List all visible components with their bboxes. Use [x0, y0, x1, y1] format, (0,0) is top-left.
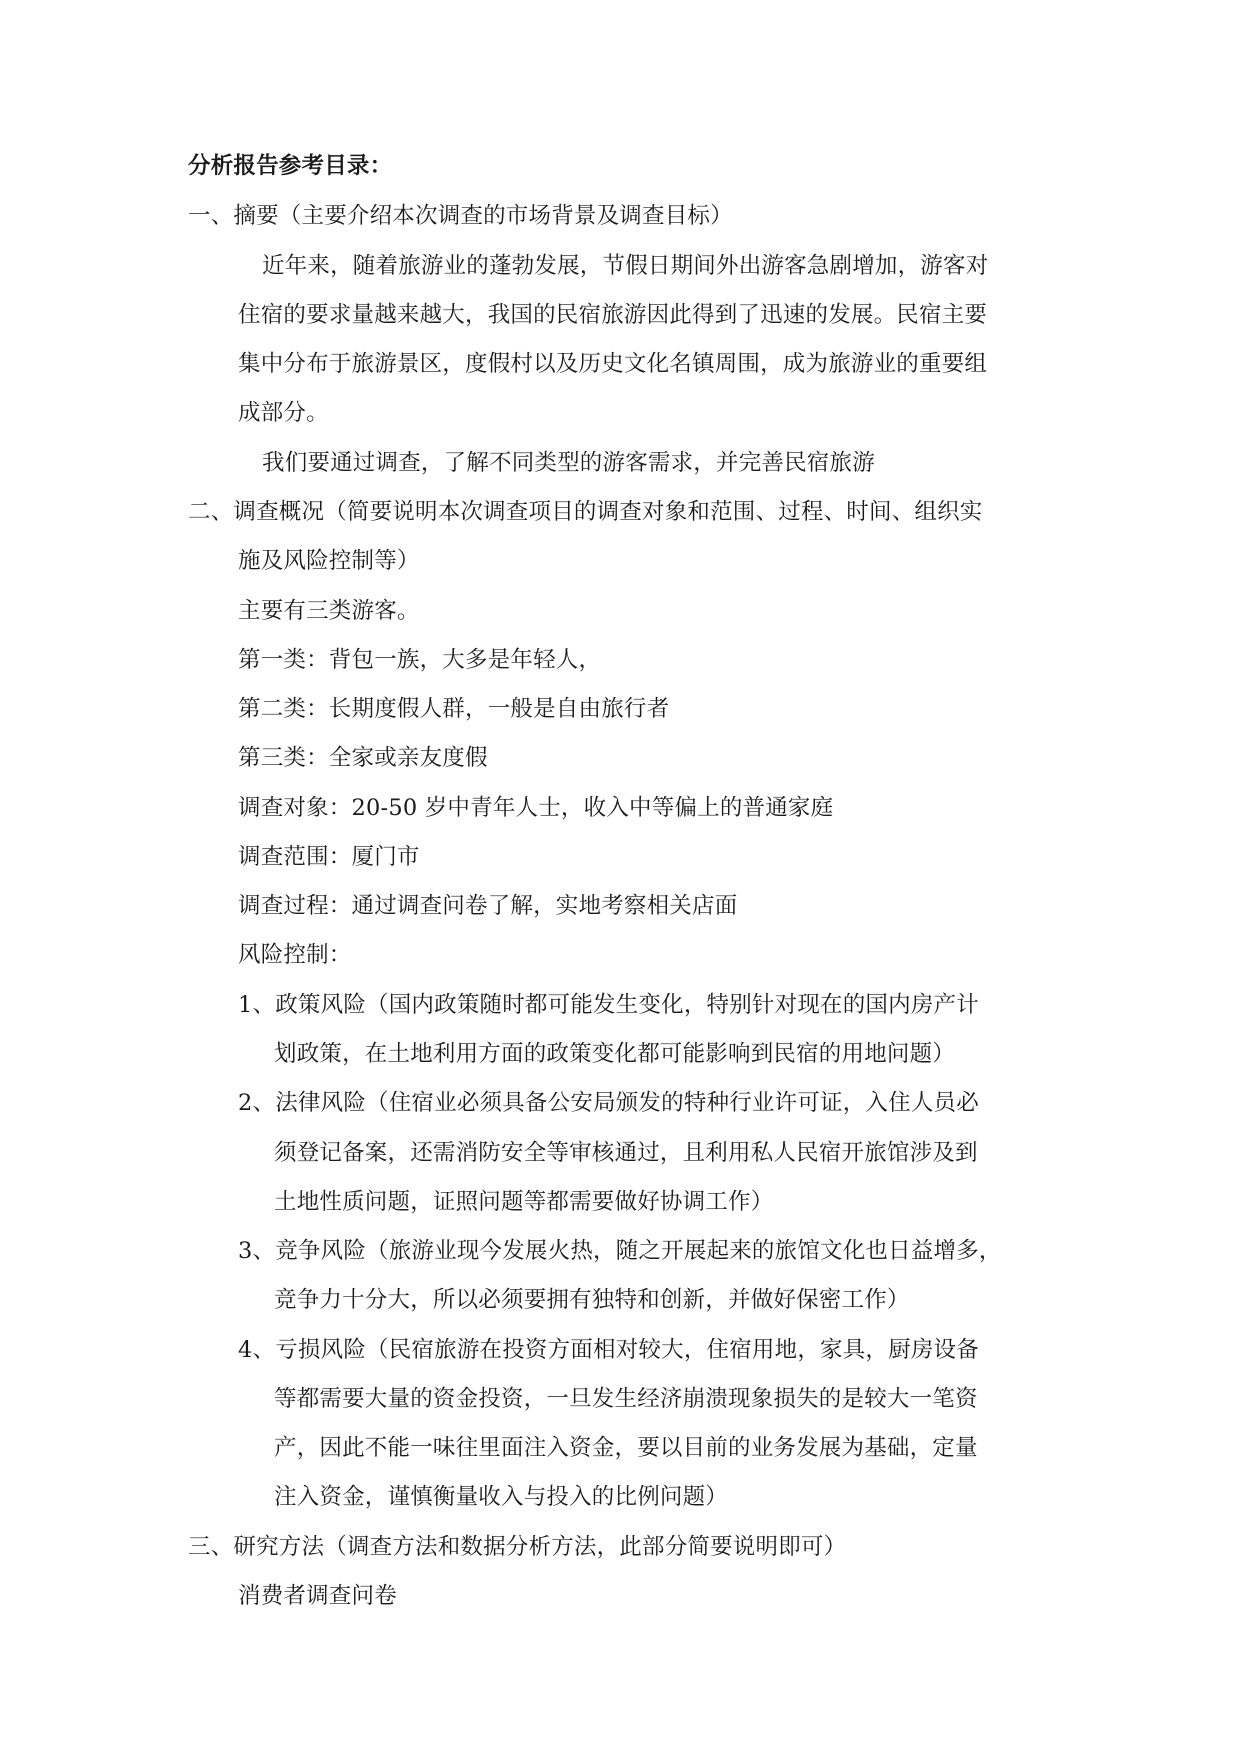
section-3-item: 消费者调查问卷 [238, 1583, 397, 1609]
section-2-item: 第二类：长期度假人群，一般是自由旅行者 [238, 696, 670, 722]
risk-item-line: 竞争力十分大，所以必须要拥有独特和创新，并做好保密工作） [274, 1287, 910, 1313]
risk-item-line: 2、法律风险（住宿业必须具备公安局颁发的特种行业许可证，入住人员必 [238, 1090, 979, 1116]
section-3-title: 三、研究方法（调查方法和数据分析方法，此部分简要说明即可） [188, 1534, 847, 1560]
risk-item-line: 土地性质问题，证照问题等都需要做好协调工作） [274, 1189, 774, 1215]
section-1-paragraph-line: 成部分。 [238, 400, 329, 426]
risk-item-line: 1、政策风险（国内政策随时都可能发生变化，特别针对现在的国内房产计 [238, 992, 979, 1018]
section-2-item: 主要有三类游客。 [238, 598, 420, 624]
section-1-paragraph-line: 近年来，随着旅游业的蓬勃发展，节假日期间外出游客急剧增加，游客对 [262, 253, 989, 279]
section-1-paragraph-line: 住宿的要求量越来越大，我国的民宿旅游因此得到了迅速的发展。民宿主要 [238, 302, 988, 328]
section-2-item: 调查范围：厦门市 [238, 844, 420, 870]
section-2-item: 调查对象：20-50 岁中青年人士，收入中等偏上的普通家庭 [238, 795, 834, 821]
section-2-title: 施及风险控制等） [238, 548, 420, 574]
risk-item-line: 产，因此不能一味往里面注入资金，要以目前的业务发展为基础，定量 [274, 1435, 978, 1461]
section-1-paragraph-2: 我们要通过调查，了解不同类型的游客需求，并完善民宿旅游 [262, 450, 875, 476]
section-1-paragraph-line: 集中分布于旅游景区，度假村以及历史文化名镇周围，成为旅游业的重要组 [238, 351, 988, 377]
section-2-item: 第一类：背包一族，大多是年轻人， [238, 647, 602, 673]
document-heading: 分析报告参考目录： [188, 153, 393, 179]
risk-item-line: 划政策，在土地利用方面的政策变化都可能影响到民宿的用地问题） [274, 1041, 956, 1067]
risk-item-line: 注入资金，谨慎衡量收入与投入的比例问题） [274, 1484, 729, 1510]
risk-item-line: 3、竞争风险（旅游业现今发展火热，随之开展起来的旅馆文化也日益增多， [238, 1238, 1002, 1264]
section-2-item: 风险控制： [238, 942, 352, 968]
section-2-title: 二、调查概况（简要说明本次调查项目的调查对象和范围、过程、时间、组织实 [188, 499, 983, 525]
risk-item-line: 等都需要大量的资金投资，一旦发生经济崩溃现象损失的是较大一笔资 [274, 1386, 978, 1412]
risk-item-line: 须登记备案，还需消防安全等审核通过，且利用私人民宿开旅馆涉及到 [274, 1140, 978, 1166]
section-1-title: 一、摘要（主要介绍本次调查的市场背景及调查目标） [188, 203, 733, 229]
risk-item-line: 4、亏损风险（民宿旅游在投资方面相对较大，住宿用地，家具，厨房设备 [238, 1337, 979, 1363]
section-2-item: 第三类：全家或亲友度假 [238, 745, 488, 771]
section-2-item: 调查过程：通过调查问卷了解，实地考察相关店面 [238, 893, 738, 919]
